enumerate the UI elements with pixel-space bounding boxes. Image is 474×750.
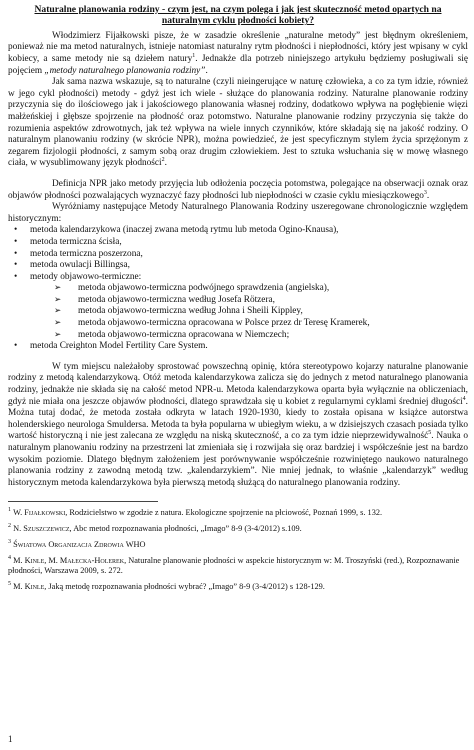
paragraph-npr-definition [8, 179, 468, 202]
footnote-ref-3: 3 [423, 189, 427, 196]
footnote-ref-5: 5 [428, 430, 432, 437]
paragraph-text: Jak sama nazwa wskazuje, są to naturalne (czyli nieingerujące w naturę człowieka, a co za tym idzie, również w jego cykl płodności) metody - gdyż jest ich wiele - służące do planowania rodziny. Naturalne planowanie rodziny przyczynia się do ilościowego jak i jakościowego planowania własnej rodziny, dodatkowo wpływa na pogłębienie więzi małżeńskiej i głębsze spojrzenie na płodność oraz potomstwo. Naturalne planowanie rodziny przyczynia się także do rozumienia aspektów zdrowotnych, jak też wpływa na wiele innych czynników, które składają się na jakość rodziny. O naturalnym planowaniu rodziny (w skrócie NPR), można powiedzieć, że jest specyficznym stylem życia sprzężonym z zegarem fizjologii płodności, z samym sobą oraz drugim człowiekiem. Jest to sztuka wsłuchania się w mowę własnego ciała, w wysublimowany język płodności [8, 77, 468, 169]
list-item: • metoda termiczna poszerzona, [8, 249, 468, 261]
footnote-author: Światowa Organizacja Zdrowia [13, 540, 124, 550]
list-item: • metoda Creighton Model Fertility Care System. [8, 341, 468, 353]
paragraph-calendar-method [8, 362, 468, 490]
footnote-text: WHO [123, 540, 146, 550]
title-line-2: naturalnym cyklu płodności kobiety? [161, 15, 315, 27]
title-line-1: Naturalne planowania rodziny - czym jest, na czym polega i jak jest skuteczność metod opartych na [34, 4, 442, 15]
paragraph-text: . [426, 190, 430, 201]
footnote-number: 1 [8, 507, 11, 514]
list-item: ➢ metoda objawowo-termiczna według Josefa Rötzera, [8, 295, 468, 307]
footnote-2 [8, 524, 468, 534]
footnote-author: W. Fijałkowski [13, 508, 66, 518]
paragraph-npr-definition-intro [8, 77, 468, 170]
document-title [8, 4, 468, 27]
methods-list-end [8, 341, 468, 353]
list-item: ➢ metoda objawowo-termiczna opracowana w Polsce przez dr Teresę Kramerek, [8, 318, 468, 330]
methods-list [8, 225, 468, 283]
footnote-text: , Rodzicielstwo w zgodzie z natura. Ekologiczne spojrzenie na płciowość, Poznań 1999, s. 132. [65, 508, 383, 518]
list-item: • metoda termiczna ścisła, [8, 237, 468, 249]
footnote-divider [8, 501, 158, 502]
list-item: ➢ metoda objawowo-termiczna podwójnego sprawdzenia (angielska), [8, 283, 468, 295]
footnote-number: 5 [8, 581, 11, 588]
paragraph-text: Włodzimierz Fijałkowski pisze, że w zasadzie określenie „naturalne metody” jest błędnym określeniem, ponieważ nie ma metod naturalnych, istnieje natomiast naturalny rytm płodności i niepłodności, który jest wpisany w cykl kobiecy, a same metody nie są dziełem natury [8, 30, 468, 64]
footnote-text: , Abc metod rozpoznawania płodności, „Imago” 8-9 (3-4/2012) s.109. [69, 524, 302, 534]
paragraph-text: . Nauka o naturalnym planowaniu rodziny na przestrzeni lat zmieniała się i rozwijała się oraz bardziej i współcześnie jest na bardzo wysokim poziomie. Dlatego błędnym założeniem jest porównywanie współcześnie rozwiniętego naukowo naturalnego planowania rodziny z zawodną metodą tzw. „kalendarzykiem”. Nie mniej jednak, to właśnie „kalendarzyk” według historycznym metoda kalendarzykowa była pierwszą metodą służącą do naturalnego planowania rodziny. [8, 431, 469, 488]
paragraph-fijalkowski [8, 31, 468, 77]
footnote-3 [8, 540, 468, 550]
paragraph-text: W tym miejscu należałoby sprostować powszechną opinię, która stereotypowo kojarzy naturalne planowanie rodziny z metodą kalendarzykową. Otóż metoda kalendarzykowa zalicza się do jednych z metod naturalnego planowania rodziny, jednakże nie składa się na całość metod NPR-u. Metoda kalendarzykowa oparta była wyłącznie na obliczeniach, gdyż nie miała ona jeszcze objawów płodności, dlatego sprawdzała się u kobiet z regularnymi cyklami średniej długości [8, 361, 468, 407]
footnote-1 [8, 508, 468, 518]
list-item: • metoda owulacji Billingsa, [8, 260, 468, 272]
symptothermal-methods-list [8, 283, 468, 341]
list-item: ➢ metoda objawowo-termiczna według Johna i Sheili Kippley, [8, 306, 468, 318]
footnote-text: , Jaką metodę rozpoznawania płodności wybrać? „Imago” 8-9 (3-4/2012) s 128-129. [44, 582, 325, 592]
paragraph-methods-intro: Wyróżniamy następujące Metody Naturalnego Planowania Rodziny uszeregowane chronologicznie względem historycznym: [8, 202, 468, 224]
paragraph-text: . [205, 65, 208, 76]
footnote-ref-2: 2 [161, 157, 165, 164]
footnote-4 [8, 556, 468, 576]
list-item: ➢ metoda objawowo-termiczna opracowana w Niemczech; [8, 330, 468, 342]
footnote-5 [8, 582, 468, 592]
footnote-ref-4: 4 [462, 395, 466, 402]
page-number: 1 [8, 734, 13, 744]
footnote-number: 3 [8, 539, 11, 546]
footnote-number: 4 [8, 555, 11, 562]
paragraph-text: . Jednakże dla potrzeb niniejszego artykułu będziemy posługiwali się pojęciem [8, 54, 468, 76]
footnote-author: M. Kinle [13, 582, 45, 592]
footnote-text: , Naturalne planowanie płodności w aspekcie historycznym w: M. Troszyński (red.), Rozpoznawanie płodności, Warszawa 2009, s. 272. [8, 556, 460, 576]
footnotes [8, 508, 468, 592]
paragraph-text: . [164, 158, 167, 169]
footnote-author: M. Kinle, M. Małecka-Holerek [13, 556, 125, 566]
paragraph-text: Definicja NPR jako metody przyjęcia lub odłożenia poczęcia potomstwa, polegające na obserwacji oznak oraz objawów płodności pozwalających wyznaczyć fazy płodności lub niepłodności w czasie cyklu miesiączkowego [8, 178, 468, 201]
footnote-ref-1: 1 [192, 52, 196, 59]
list-item: • metoda kalendarzykowa (inaczej zwana metodą rytmu lub metoda Ogino-Knausa), [8, 225, 468, 237]
italic-term: „metody naturalnego planowania rodziny” [44, 65, 206, 76]
paragraph-text: . Można tutaj dodać, że metoda została odkryta w latach 1920-1930, kiedy to została opisana w książce autorstwa holenderskiego neurologa Smuldersa. Metoda ta była popularna w ubiegłym wieku, a w dzisiejszych czasach posiada tylko wartość historyczną i nie jest zalecana ze względu na niską skuteczność, a co za tym idzie nieprzewidywalność [8, 396, 468, 442]
footnote-number: 2 [8, 523, 11, 530]
footnote-author: N. Szuszczewicz [13, 524, 70, 534]
list-item: • metody objawowo-termiczne: [8, 272, 468, 284]
